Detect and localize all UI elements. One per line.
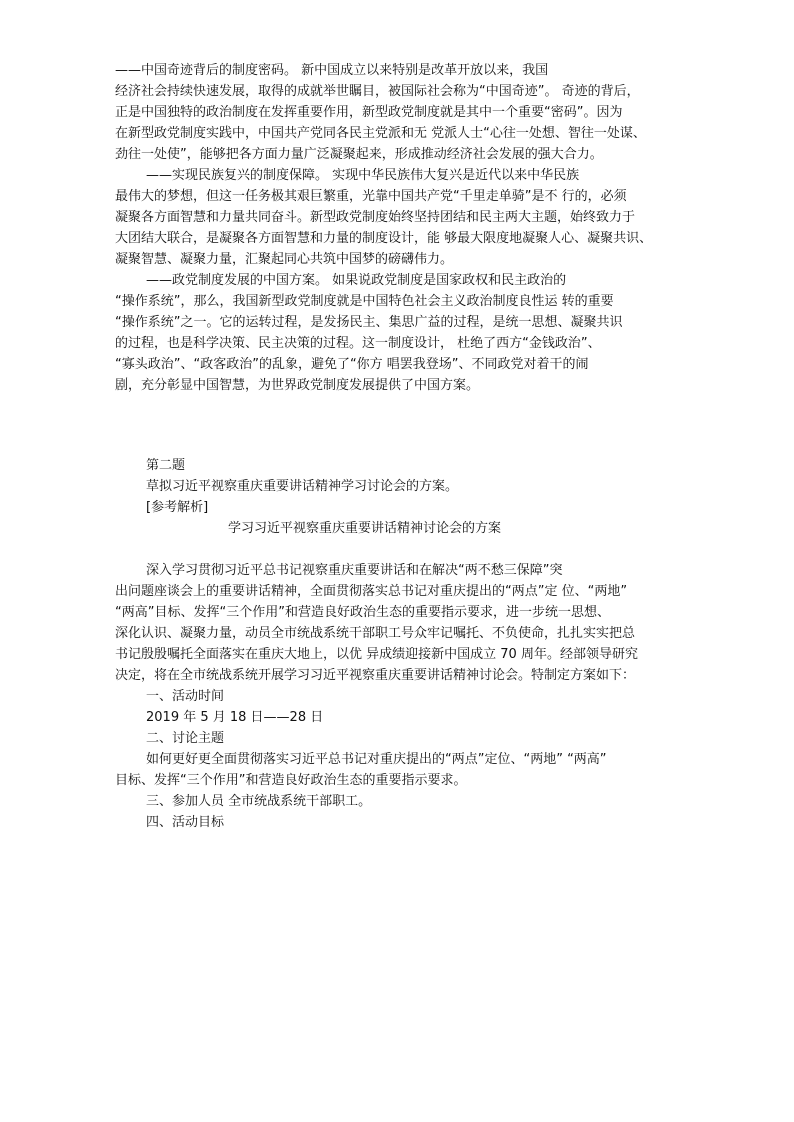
paragraph-line: “寡头政治”、“政客政治”的乱象，避免了“你方 唱罢我登场”、不同政党对着干的闹 [115, 357, 589, 372]
paragraph-line: 决定，将在全市统战系统开展学习习近平视察重庆重要讲话精神讨论会。特制定方案如下： [115, 668, 636, 683]
paragraph-line: ——政党制度发展的中国方案。 如果说政党制度是国家政权和民主政治的 [146, 273, 567, 288]
paragraph-line: 如何更好更全面贯彻落实习近平总书记对重庆提出的“两点”定位、“两地” “两高” [146, 752, 607, 767]
section-heading-participants: 三、参加人员 全市统战系统干部职工。 [146, 794, 372, 809]
paragraph-line: 劲往一处使”，能够把各方面力量广泛凝聚起来，形成推动经济社会发展的强大合力。 [115, 147, 603, 162]
paragraph-line: “两高”目标、发挥“三个作用”和营造良好政治生态的重要指示要求，进一步统一思想、 [115, 605, 610, 620]
paragraph-line: ——中国奇迹背后的制度密码。 新中国成立以来特别是改革开放以来，我国 [115, 63, 549, 78]
paragraph-line: 最伟大的梦想，但这一任务极其艰巨繁重，光靠中国共产党“千里走单骑”是不 行的，必须 [115, 189, 627, 204]
section-heading-goals: 四、活动目标 [146, 815, 225, 830]
paragraph-line: 书记殷殷嘱托全面落实在重庆大地上，以优 异成绩迎接新中国成立 70 周年。经部领导研究 [115, 647, 638, 662]
paragraph-line: “操作系统”，那么，我国新型政党制度就是中国特色社会主义政治制度良性运 转的重要 [115, 294, 614, 309]
activity-date: 2019 年 5 月 18 日——28 日 [146, 710, 324, 725]
paragraph-line: 大团结大联合，是凝聚各方面智慧和力量的制度设计，能 够最大限度地凝聚人心、凝聚共识、 [115, 231, 653, 246]
section-heading-theme: 二、讨论主题 [146, 731, 225, 746]
paragraph-line: 正是中国独特的政治制度在发挥重要作用，新型政党制度就是其中一个重要“密码”。因为 [115, 105, 623, 120]
paragraph-line: 的过程，也是科学决策、民主决策的过程。这一制度设计， 杜绝了西方“金钱政治”、 [115, 336, 601, 351]
question-heading: 第二题 [146, 458, 186, 473]
paragraph-line: 在新型政党制度实践中，中国共产党同各民主党派和无 党派人士“心往一处想、智往一处谋、 [115, 126, 646, 141]
section-heading-time: 一、活动时间 [146, 689, 225, 704]
paragraph-line: ——实现民族复兴的制度保障。 实现中华民族伟大复兴是近代以来中华民族 [146, 168, 580, 183]
paragraph-line: 经济社会持续快速发展，取得的成就举世瞩目，被国际社会称为“中国奇迹”。 奇迹的背后， [115, 84, 640, 99]
paragraph-line: 凝聚智慧、凝聚力量，汇聚起同心共筑中国梦的磅礴伟力。 [115, 252, 454, 267]
paragraph-line: 凝聚各方面智慧和力量共同奋斗。新型政党制度始终坚持团结和民主两大主题，始终致力于 [115, 210, 636, 225]
paragraph-line: 剧，充分彰显中国智慧，为世界政党制度发展提供了中国方案。 [115, 378, 480, 393]
question-text: 草拟习近平视察重庆重要讲话精神学习讨论会的方案。 [146, 479, 459, 494]
paragraph-line: 出问题座谈会上的重要讲话精神，全面贯彻落实总书记对重庆提出的“两点”定 位、“两地” [115, 584, 628, 599]
paragraph-line: 目标、发挥“三个作用”和营造良好政治生态的重要指示要求。 [115, 773, 467, 788]
paragraph-line: “操作系统”之一。它的运转过程，是发扬民主、集思广益的过程，是统一思想、凝聚共识 [115, 315, 623, 330]
reference-label: [参考解析] [146, 500, 209, 515]
paragraph-line: 深入学习贯彻习近平总书记视察重庆重要讲话和在解决“两不愁三保障”突 [146, 563, 563, 578]
paragraph-line: 深化认识、凝聚力量，动员全市统战系统干部职工号众牢记嘱托、不负使命，扎扎实实把总 [115, 626, 636, 641]
plan-title: 学习习近平视察重庆重要讲话精神讨论会的方案 [228, 521, 502, 536]
